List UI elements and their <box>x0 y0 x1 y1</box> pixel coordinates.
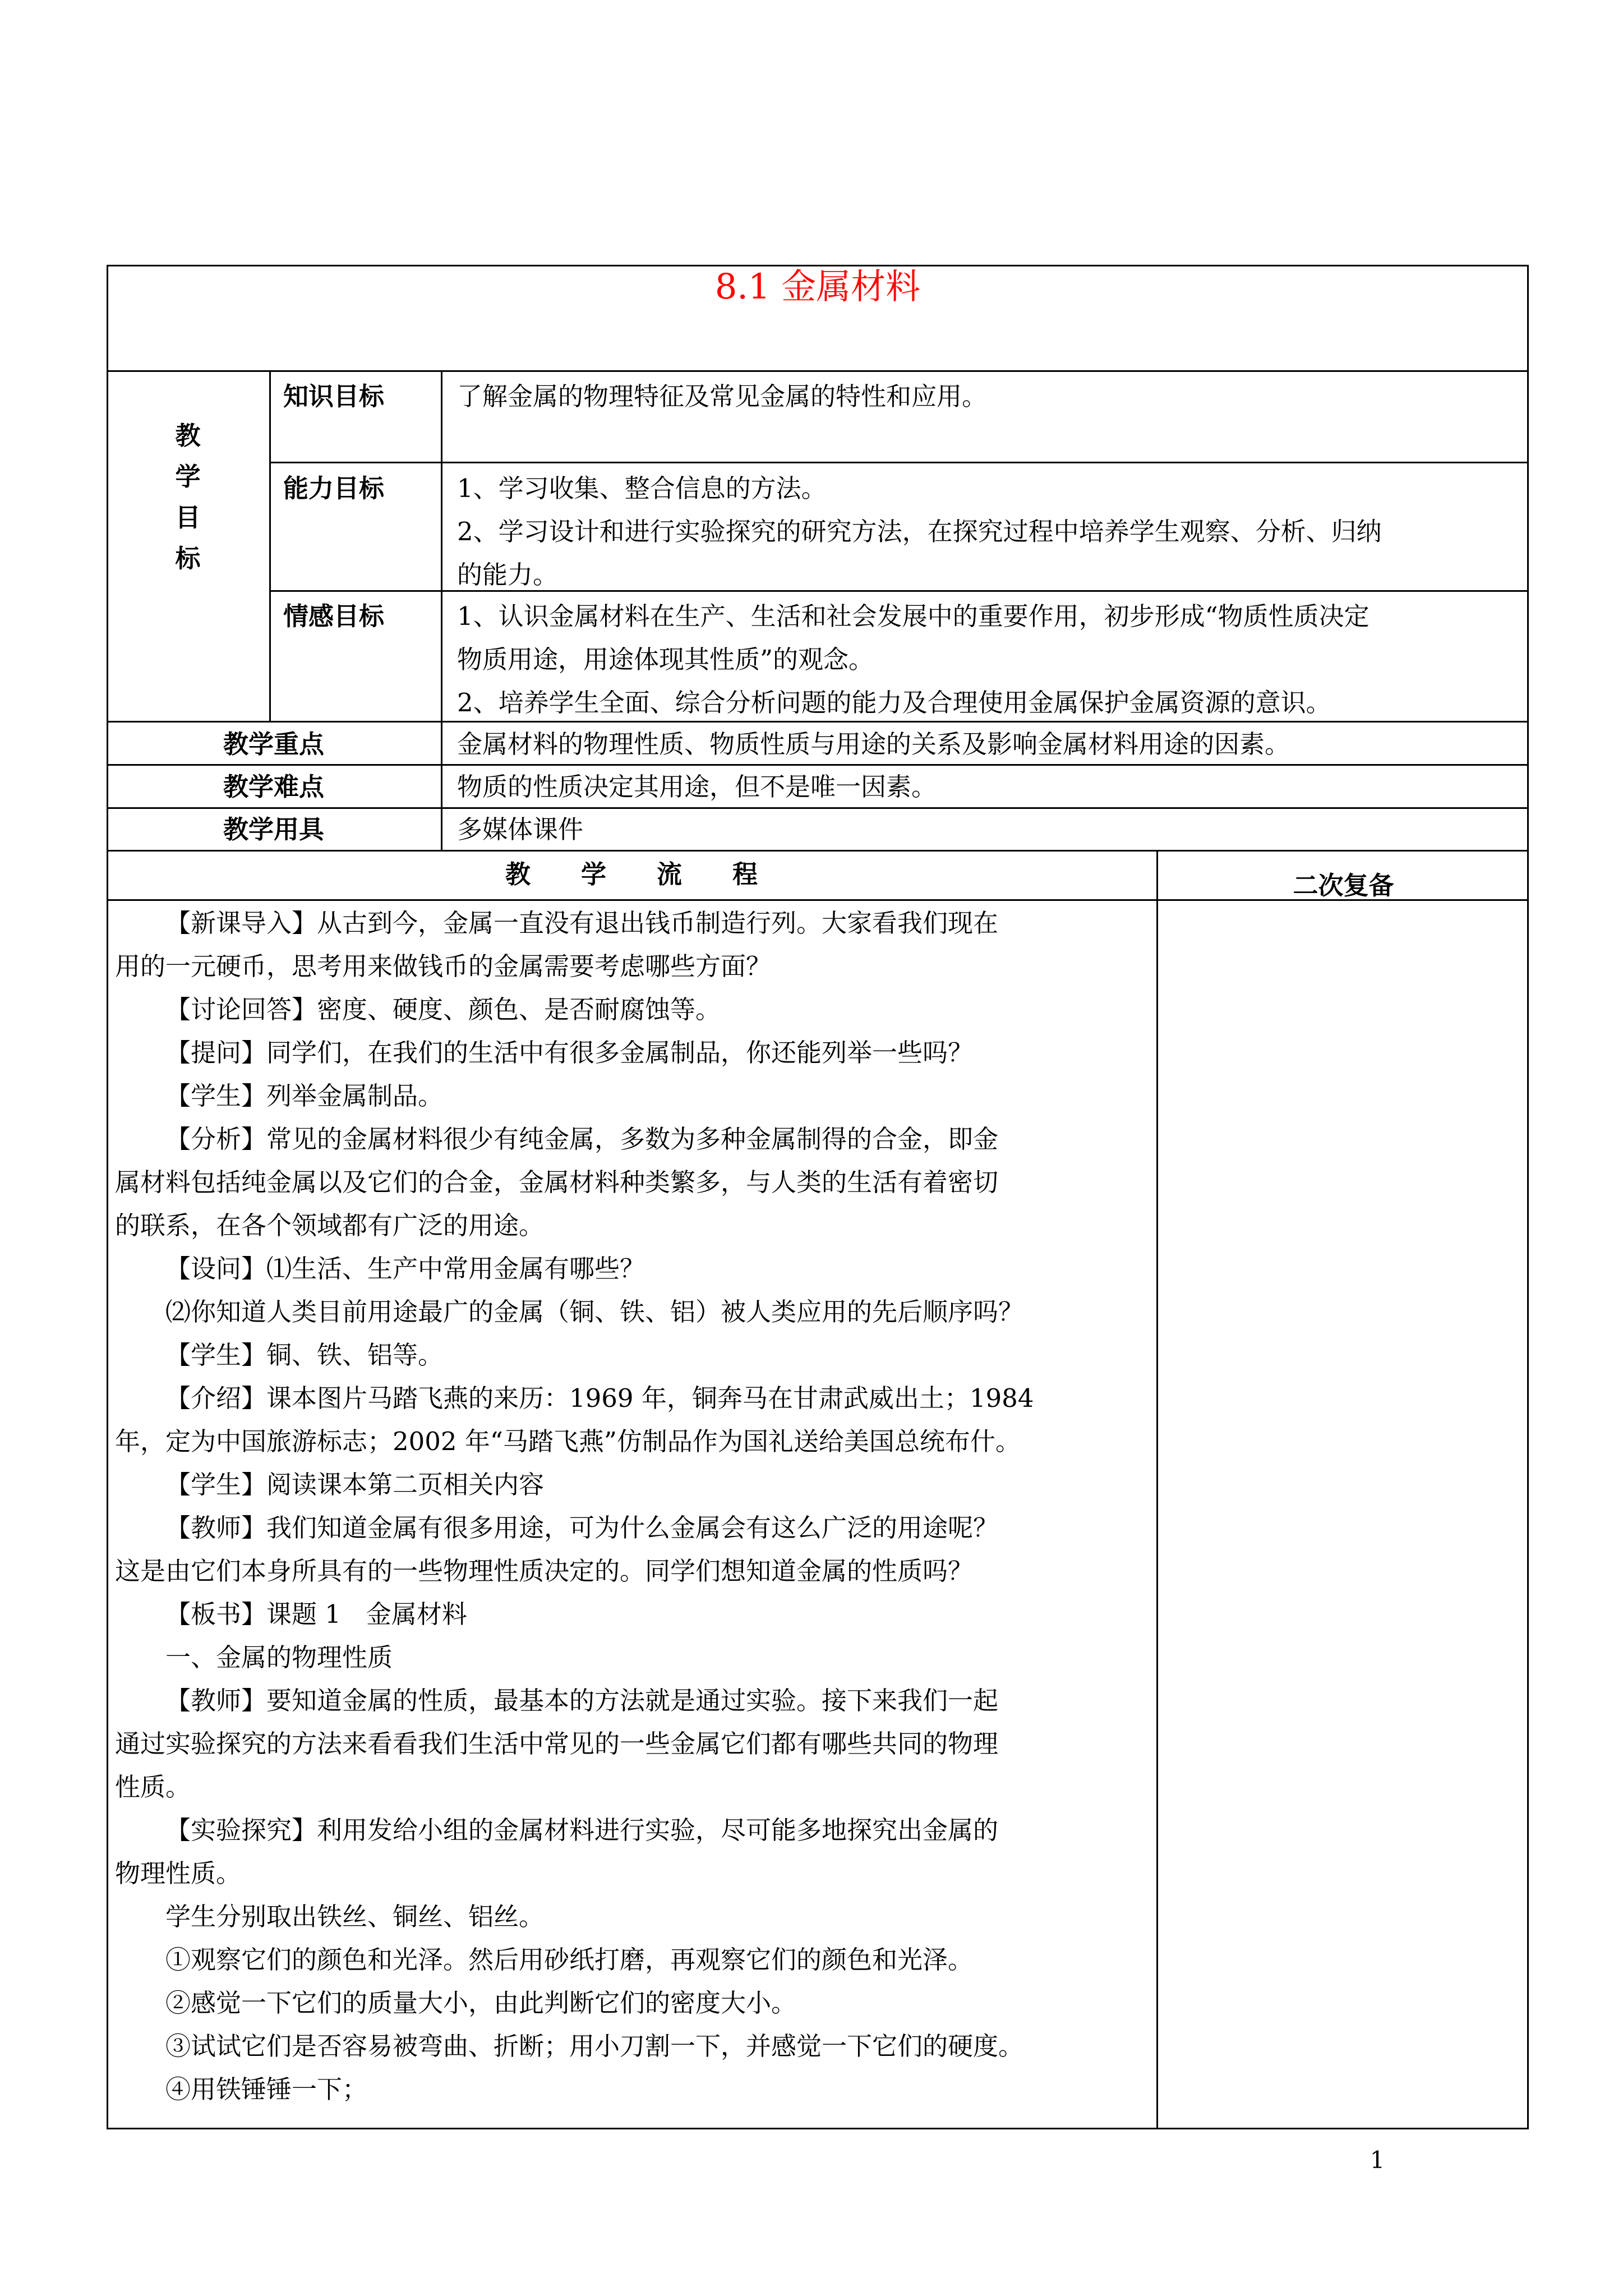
flow-line: 【讨论回答】密度、硬度、颜色、是否耐腐蚀等。 <box>165 995 721 1024</box>
side-label-char: 教 <box>175 421 201 450</box>
emotion-objective-text <box>457 595 1523 724</box>
emotion-objective-label: 情感目标 <box>283 601 385 631</box>
flow-line: ④用铁锤锤一下； <box>165 2074 368 2104</box>
side-label-char: 目 <box>175 503 201 532</box>
flow-line: ⑵你知道人类目前用途最广的金属（铜、铁、铝）被人类应用的先后顺序吗？ <box>165 1297 1024 1327</box>
flow-line: 【设问】⑴生活、生产中常用金属有哪些？ <box>165 1254 645 1283</box>
difficulty-label: 教学难点 <box>223 772 324 802</box>
teaching-flow-body <box>115 901 1147 2111</box>
key-point-label: 教学重点 <box>223 729 324 759</box>
flow-line: 用的一元硬币，思考用来做钱币的金属需要考虑哪些方面？ <box>115 951 772 981</box>
ability-line: 的能力。 <box>457 560 559 590</box>
row-divider <box>107 370 1529 372</box>
flow-line: 【学生】列举金属制品。 <box>165 1081 444 1111</box>
ability-line: 1、学习收集、整合信息的方法。 <box>457 473 827 503</box>
key-point-text: 金属材料的物理性质、物质性质与用途的关系及影响金属材料用途的因素。 <box>457 729 1290 759</box>
flow-line: 物理性质。 <box>115 1858 242 1888</box>
page-title: 8.1 金属材料 <box>714 266 921 307</box>
flow-line: 【实验探究】利用发给小组的金属材料进行实验，尽可能多地探究出金属的 <box>165 1815 999 1845</box>
knowledge-objective-text: 了解金属的物理特征及常见金属的特性和应用。 <box>457 381 988 411</box>
emotion-line: 物质用途，用途体现其性质”的观念。 <box>457 645 874 674</box>
flow-line: ③试试它们是否容易被弯曲、折断；用小刀割一下，并感觉一下它们的硬度。 <box>165 2031 1024 2061</box>
tools-label: 教学用具 <box>223 815 324 844</box>
flow-line: 的联系，在各个领域都有广泛的用途。 <box>115 1211 545 1240</box>
flow-line: 【教师】我们知道金属有很多用途，可为什么金属会有这么广泛的用途呢？ <box>165 1513 999 1543</box>
difficulty-text: 物质的性质决定其用途，但不是唯一因素。 <box>457 772 937 802</box>
flow-line: ①观察它们的颜色和光泽。然后用砂纸打磨，再观察它们的颜色和光泽。 <box>165 1945 974 1975</box>
flow-line: 【学生】阅读课本第二页相关内容 <box>165 1470 545 1499</box>
flow-line: ②感觉一下它们的质量大小，由此判断它们的密度大小。 <box>165 1988 797 2018</box>
tools-text: 多媒体课件 <box>457 815 584 844</box>
ability-line: 2、学习设计和进行实验探究的研究方法，在探究过程中培养学生观察、分析、归纳 <box>457 517 1382 546</box>
side-label-char: 学 <box>175 462 201 491</box>
flow-line: 【学生】铜、铁、铝等。 <box>165 1340 444 1370</box>
flow-line: 【教师】要知道金属的性质，最基本的方法就是通过实验。接下来我们一起 <box>165 1686 999 1715</box>
flow-line: 学生分别取出铁丝、铜丝、铝丝。 <box>165 1902 545 1931</box>
flow-line: 一、金属的物理性质 <box>165 1642 393 1672</box>
flow-line: 性质。 <box>115 1772 191 1802</box>
row-divider <box>269 462 1529 463</box>
side-label-char: 标 <box>175 544 201 573</box>
knowledge-objective-label: 知识目标 <box>283 381 385 411</box>
flow-line: 【新课导入】从古到今，金属一直没有退出钱币制造行列。大家看我们现在 <box>165 908 999 938</box>
flow-line: 【板书】课题 1 金属材料 <box>165 1599 467 1629</box>
flow-line: 年，定为中国旅游标志；2002 年“马踏飞燕”仿制品作为国礼送给美国总统布什。 <box>115 1427 1021 1456</box>
col-divider <box>441 370 442 850</box>
second-prep-header: 二次复备 <box>1293 871 1394 900</box>
flow-line: 这是由它们本身所具有的一些物理性质决定的。同学们想知道金属的性质吗？ <box>115 1556 974 1586</box>
flow-line: 通过实验探究的方法来看看我们生活中常见的一些金属它们都有哪些共同的物理 <box>115 1729 999 1759</box>
emotion-line: 1、认识金属材料在生产、生活和社会发展中的重要作用，初步形成“物质性质决定 <box>457 601 1370 631</box>
col-divider <box>1156 850 1158 2129</box>
flow-line: 【介绍】课本图片马踏飞燕的来历：1969 年，铜奔马在甘肃武威出土；1984 <box>165 1383 1034 1413</box>
page-number: 1 <box>1370 2146 1385 2174</box>
flow-line: 属材料包括纯金属以及它们的合金，金属材料种类繁多，与人类的生活有着密切 <box>115 1167 999 1197</box>
emotion-line: 2、培养学生全面、综合分析问题的能力及合理使用金属保护金属资源的意识。 <box>457 688 1331 717</box>
flow-line: 【分析】常见的金属材料很少有纯金属，多数为多种金属制得的合金，即金 <box>165 1124 999 1154</box>
flow-header: 教 学 流 程 <box>505 859 758 889</box>
ability-objective-label: 能力目标 <box>283 473 385 503</box>
ability-objective-text <box>457 467 1523 596</box>
objectives-side-label <box>107 415 269 579</box>
flow-line: 【提问】同学们，在我们的生活中有很多金属制品，你还能列举一些吗？ <box>165 1038 974 1068</box>
col-divider <box>269 370 271 721</box>
